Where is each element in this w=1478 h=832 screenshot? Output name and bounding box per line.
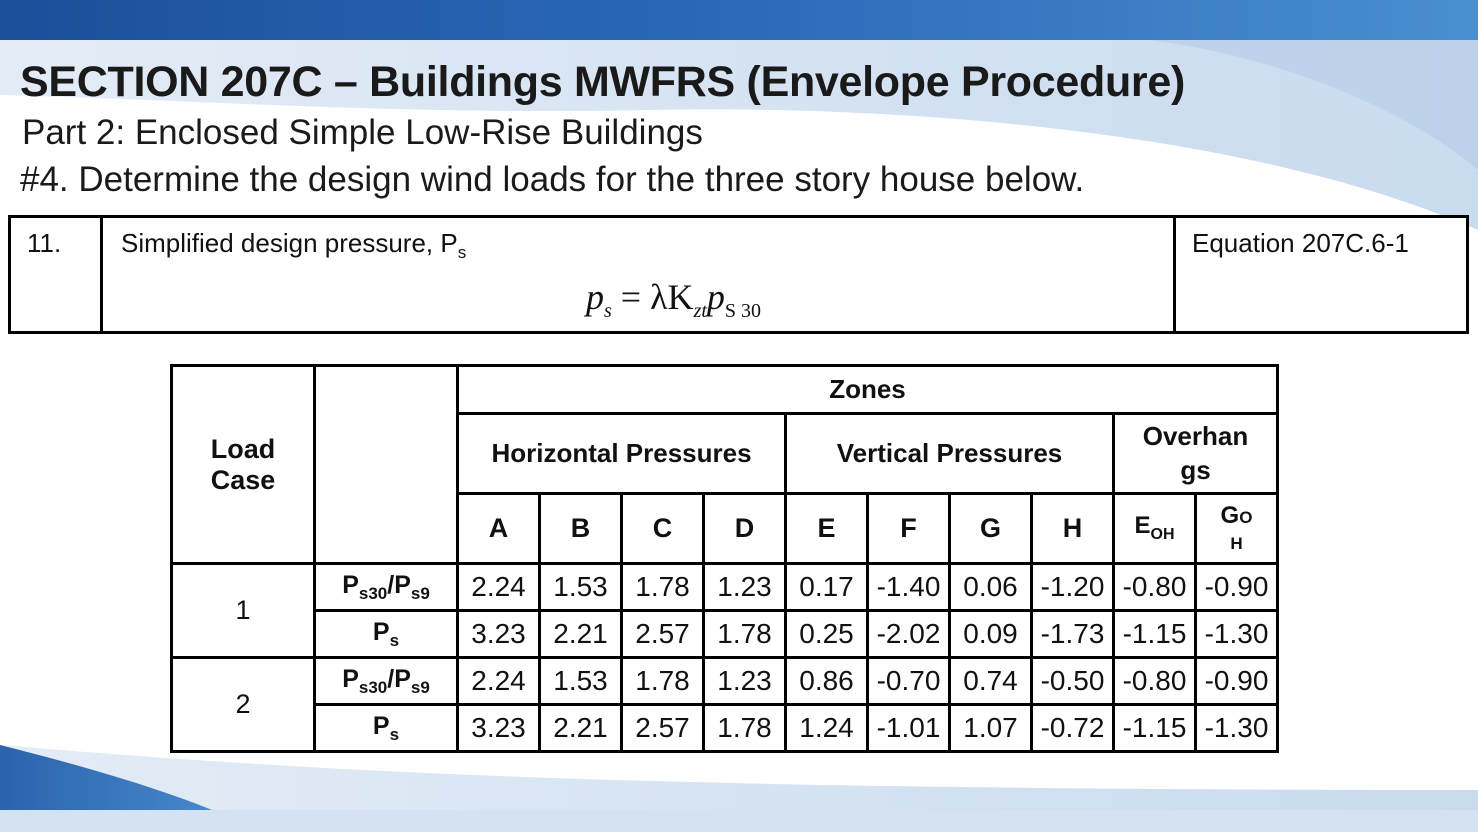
step-box: [8, 215, 1469, 334]
table-cell: 1.23: [704, 658, 786, 705]
table-cell: -0.50: [1032, 658, 1114, 705]
ratio-sub2: s9: [410, 583, 430, 603]
table-cell: 1.78: [622, 564, 704, 611]
ps-p: P: [372, 617, 390, 646]
table-cell: 0.86: [786, 658, 868, 705]
wind-pressure-table: [170, 364, 1279, 753]
table-cell: -1.73: [1032, 611, 1114, 658]
table-cell: 2.24: [458, 658, 540, 705]
goh-h: H: [1230, 533, 1243, 553]
table-cell: 0.09: [950, 611, 1032, 658]
table-cell: -1.15: [1114, 611, 1196, 658]
ratio-p: P: [342, 570, 359, 599]
formula-p-sub: S 30: [724, 300, 762, 323]
problem-statement: #4. Determine the design wind loads for the three story house below.: [20, 160, 1085, 199]
ratio-slash-p: /P: [387, 664, 411, 693]
ratio-p: P: [342, 664, 359, 693]
ps-sub: s: [389, 724, 400, 744]
table-cell: -1.30: [1196, 705, 1278, 752]
table-cell: -1.20: [1032, 564, 1114, 611]
step-description-sub: s: [457, 243, 467, 263]
table-cell: 0.74: [950, 658, 1032, 705]
ps-p: P: [372, 711, 390, 740]
zone-label-e: E: [786, 494, 868, 564]
table-cell: -0.80: [1114, 564, 1196, 611]
ratio-sub2: s9: [410, 677, 430, 697]
table-cell: 0.17: [786, 564, 868, 611]
zone-label-goh: [1196, 494, 1278, 564]
table-cell: -1.15: [1114, 705, 1196, 752]
zone-label-d: D: [704, 494, 786, 564]
row-label-ps: [315, 611, 458, 658]
table-cell: -0.72: [1032, 705, 1114, 752]
zone-label-b: B: [540, 494, 622, 564]
formula-k-sub: zt: [693, 300, 707, 323]
zone-label-g: G: [950, 494, 1032, 564]
zone-label-eoh: [1114, 494, 1196, 564]
formula-p: p: [706, 277, 725, 317]
eoh-main: E: [1134, 512, 1151, 540]
table-cell: -0.90: [1196, 564, 1278, 611]
table-cell: 1.78: [704, 705, 786, 752]
row-label-ratio: [315, 658, 458, 705]
zones-header: Zones: [458, 366, 1278, 414]
load-case-number: 2: [172, 658, 315, 752]
table-cell: 1.53: [540, 658, 622, 705]
zone-label-a: A: [458, 494, 540, 564]
ratio-slash-p: /P: [387, 570, 411, 599]
table-cell: 2.21: [540, 611, 622, 658]
equation-reference: Equation 207C.6-1: [1173, 218, 1466, 331]
formula-lhs: p: [586, 277, 604, 317]
table-cell: 1.23: [704, 564, 786, 611]
step-description: [121, 228, 466, 263]
formula-equals-lambda-k: = λK: [611, 277, 694, 317]
table-cell: -0.90: [1196, 658, 1278, 705]
ratio-sub1: s30: [358, 583, 388, 603]
slide-title: SECTION 207C – Buildings MWFRS (Envelope Procedure): [20, 58, 1185, 106]
table-cell: 3.23: [458, 611, 540, 658]
table-cell: 2.21: [540, 705, 622, 752]
ratio-sub1: s30: [358, 677, 388, 697]
table-cell: 2.24: [458, 564, 540, 611]
table-cell: 1.53: [540, 564, 622, 611]
table-cell: 2.57: [622, 705, 704, 752]
table-cell: 1.24: [786, 705, 868, 752]
step-description-text: Simplified design pressure, P: [121, 228, 458, 258]
row-label-ps: [315, 705, 458, 752]
goh-o: O: [1239, 508, 1253, 528]
table-cell: 3.23: [458, 705, 540, 752]
table-cell: -1.40: [868, 564, 950, 611]
table-cell: 1.78: [622, 658, 704, 705]
overhangs-header: Overhan gs: [1114, 414, 1278, 494]
load-case-number: 1: [172, 564, 315, 658]
table-cell: -0.70: [868, 658, 950, 705]
eoh-sub: OH: [1150, 526, 1175, 543]
table-cell: 0.06: [950, 564, 1032, 611]
blank-header-cell: [315, 366, 458, 564]
goh-main: G: [1220, 502, 1240, 530]
table-cell: -2.02: [868, 611, 950, 658]
slide-subtitle: Part 2: Enclosed Simple Low-Rise Buildings: [22, 113, 703, 152]
table-cell: 1.78: [704, 611, 786, 658]
table-cell: 1.07: [950, 705, 1032, 752]
load-case-header: Load Case: [172, 366, 315, 564]
ps-sub: s: [389, 630, 400, 650]
design-pressure-formula: [586, 276, 761, 323]
step-number: 11.: [11, 218, 103, 331]
table-cell: 0.25: [786, 611, 868, 658]
table-cell: -0.80: [1114, 658, 1196, 705]
zone-label-c: C: [622, 494, 704, 564]
zone-label-h: H: [1032, 494, 1114, 564]
zone-label-f: F: [868, 494, 950, 564]
formula-lhs-sub: s: [604, 300, 612, 323]
table-cell: -1.01: [868, 705, 950, 752]
table-cell: -1.30: [1196, 611, 1278, 658]
row-label-ratio: [315, 564, 458, 611]
horizontal-pressures-header: Horizontal Pressures: [458, 414, 786, 494]
vertical-pressures-header: Vertical Pressures: [786, 414, 1114, 494]
table-cell: 2.57: [622, 611, 704, 658]
